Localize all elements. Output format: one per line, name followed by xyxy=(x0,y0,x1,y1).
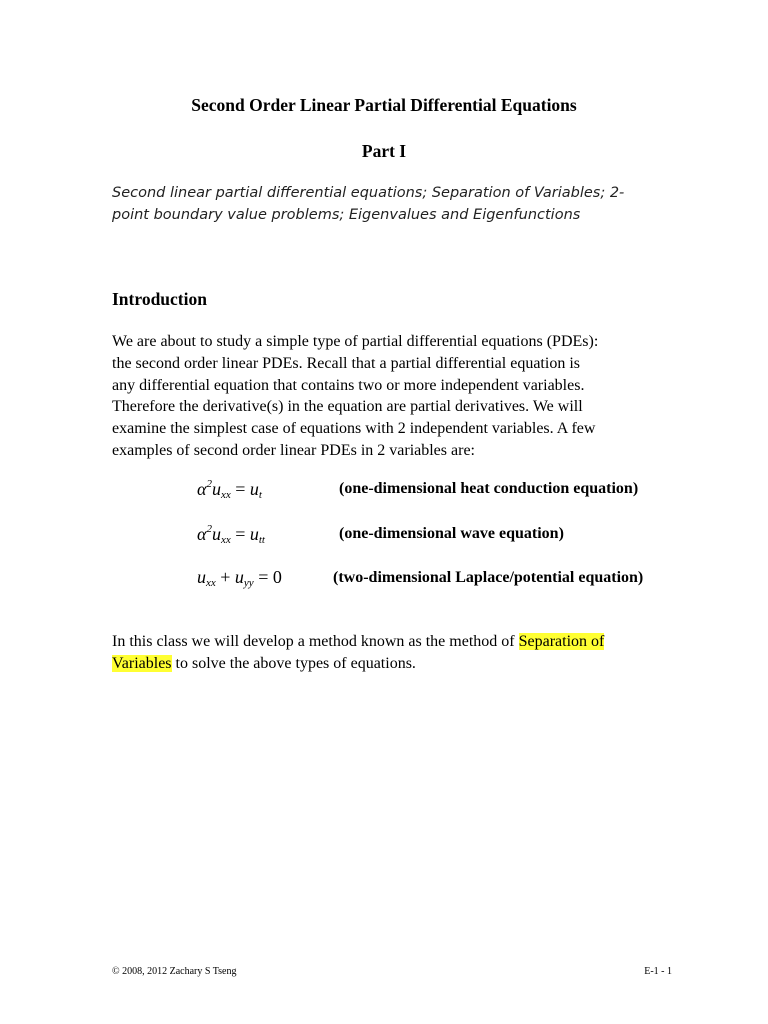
intro-paragraph xyxy=(112,331,672,462)
eq-subscript: t xyxy=(258,489,262,501)
eq-lhs: u xyxy=(211,479,221,499)
paragraph-line: any differential equation that contains two or more independent variables. xyxy=(112,376,585,394)
eq-term: u xyxy=(234,567,244,587)
section-heading: Introduction xyxy=(112,289,207,309)
eq-coef: α xyxy=(197,479,207,499)
eq-equals: = xyxy=(230,524,250,544)
heat-equation-description: (one-dimensional heat conduction equation) xyxy=(339,480,639,497)
eq-rhs: u xyxy=(249,524,259,544)
eq-subscript: xx xyxy=(220,489,231,501)
eq-exponent: 2 xyxy=(206,478,212,490)
wave-equation-description: (one-dimensional wave equation) xyxy=(339,525,564,542)
paragraph-line xyxy=(112,653,672,675)
eq-subscript: xx xyxy=(220,534,231,546)
paragraph-line: We are about to study a simple type of partial differential equations (PDEs): xyxy=(112,333,599,350)
paragraph-line: the second order linear PDEs. Recall that a partial differential equation is xyxy=(112,354,580,372)
wave-equation xyxy=(197,523,265,546)
paragraph-line: examples of second order linear PDEs in 2 variables are: xyxy=(112,441,475,459)
abstract-line: point boundary value problems; Eigenvalues and Eigenfunctions xyxy=(112,207,581,223)
eq-term: u xyxy=(197,567,206,587)
eq-subscript: xx xyxy=(206,577,216,589)
eq-rhs: u xyxy=(249,479,259,499)
closing-text: In this class we will develop a method known as the method of xyxy=(112,633,519,650)
document-title: Second Order Linear Partial Differential Equations xyxy=(191,95,577,115)
eq-coef: α xyxy=(197,524,207,544)
page-number: E-1 - 1 xyxy=(644,966,672,977)
eq-subscript: yy xyxy=(243,577,254,589)
laplace-equation-description: (two-dimensional Laplace/potential equation) xyxy=(333,569,644,586)
part-label: Part I xyxy=(361,141,407,161)
abstract-line: Second linear partial differential equations; Separation of Variables; 2- xyxy=(112,185,625,201)
eq-equals: = xyxy=(230,479,250,499)
eq-lhs: u xyxy=(211,524,221,544)
abstract xyxy=(112,182,672,226)
paragraph-line: examine the simplest case of equations with 2 independent variables. A few xyxy=(112,420,596,438)
laplace-equation xyxy=(197,567,282,589)
heat-equation xyxy=(197,478,262,501)
paragraph-line xyxy=(112,631,672,653)
highlighted-term: Separation of xyxy=(518,633,605,650)
eq-plus: + xyxy=(215,567,235,587)
eq-subscript: tt xyxy=(258,534,265,546)
closing-paragraph xyxy=(112,631,672,675)
highlighted-term: Variables xyxy=(112,654,172,672)
paragraph-line: Therefore the derivative(s) in the equation are partial derivatives. We will xyxy=(112,398,583,416)
closing-text: to solve the above types of equations. xyxy=(171,654,416,672)
copyright-footer: © 2008, 2012 Zachary S Tseng xyxy=(112,966,237,977)
eq-exponent: 2 xyxy=(206,523,212,535)
eq-equals-zero: = 0 xyxy=(253,567,282,587)
